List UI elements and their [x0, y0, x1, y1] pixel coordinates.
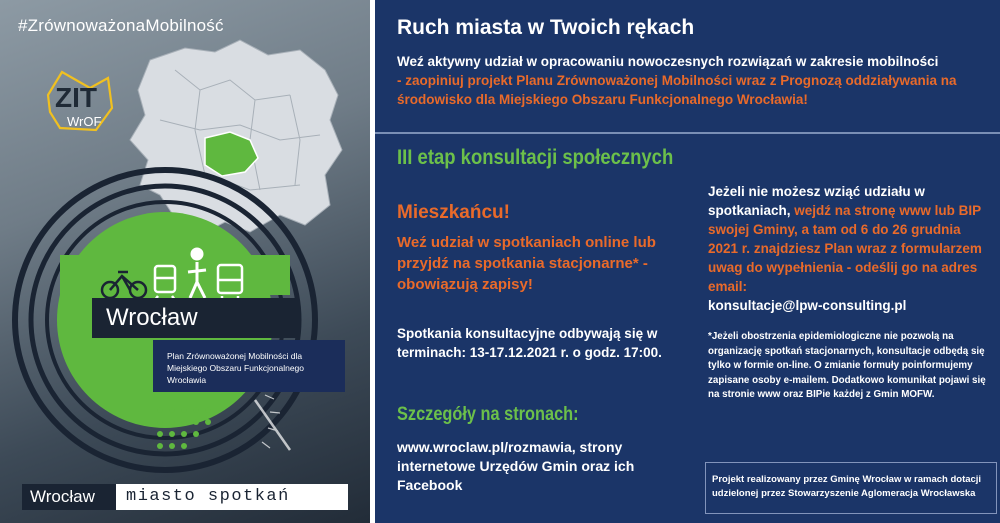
brand-bar: [22, 484, 348, 510]
logo-sub: WrOF: [67, 114, 102, 129]
details-text: www.wroclaw.pl/rozmawia, strony internetowe Urzędów Gmin oraz ich Facebook: [397, 439, 635, 493]
join-text: Weź udział w spotkaniach online lub przyjdź na spotkania stacjonarne* - obowiązują zapisy!: [397, 234, 656, 293]
city-label: Wrocław: [92, 298, 297, 338]
campaign-poster: [0, 0, 370, 523]
details-heading: Szczegóły na stronach:: [397, 404, 579, 425]
remote-text-orange-a: wejdź na stronę www lub BIP swojej Gminy, a tam: [708, 203, 981, 237]
intro-white: Weź aktywny udział w opracowaniu nowoczesnych rozwiązań w zakresie mobilności: [397, 54, 939, 69]
email-link[interactable]: konsultacje@lpw-consulting.pl: [708, 298, 907, 313]
panel-title: Ruch miasta w Twoich rękach: [397, 16, 695, 39]
remote-dates: od 6 do 26 grudnia 2021 r.: [708, 222, 961, 256]
stage-heading: III etap konsultacji społecznych: [397, 146, 674, 169]
intro-text: [397, 52, 987, 109]
hashtag: #ZrównoważonaMobilność: [18, 16, 224, 35]
logo-main: ZIT: [55, 82, 97, 113]
plan-line-2: Miejskiego Obszaru Funkcjonalnego Wrocławia: [167, 363, 305, 385]
info-panel: [375, 0, 1000, 523]
remote-participation-text: [708, 182, 990, 315]
zit-logo: [45, 82, 117, 142]
header-box: [375, 0, 1000, 132]
poster-graphic: [0, 0, 370, 523]
brand-city: Wrocław: [22, 484, 116, 510]
remote-text-orange-b: znajdziesz Plan wraz z formularzem uwag do wypełnienia - odeślij go na adres email:: [708, 241, 982, 294]
meetings-text: Spotkania konsultacyjne odbywają się w terminach: 13-17.12.2021 r. o godz. 17:00.: [397, 326, 662, 360]
residents-block: [397, 202, 697, 295]
divider: [375, 132, 1000, 134]
project-box: Projekt realizowany przez Gminę Wrocław w ramach dotacji udzielonej przez Stowarzyszenie Aglomeracja Wrocławska: [705, 462, 997, 514]
remote-text-white: Jeżeli nie możesz wziąć udziału w spotkaniach,: [708, 184, 925, 218]
plan-label: [153, 340, 345, 392]
footnote: *Jeżeli obostrzenia epidemiologiczne nie pozwolą na organizację spotkań stacjonarnych, konsultacje odbędą się tylko w formie on-line. O zmianie formuły poinformujemy zapisane osoby e-mailem. Dodatkowo komunikat pojawi się na stronie www oraz BIPie każdej z Gmin MOFW.: [708, 331, 986, 400]
intro-orange: - zaopiniuj projekt Planu Zrównoważonej Mobilności wraz z Prognozą oddziaływania na środowisko dla Miejskiego Obszaru Funkcjonalnego Wrocławia!: [397, 73, 957, 107]
residents-heading: Mieszkańcu!: [397, 202, 510, 223]
plan-line-1: Plan Zrównoważonej Mobilności dla: [167, 351, 303, 361]
brand-slogan: miasto spotkań: [126, 487, 290, 506]
